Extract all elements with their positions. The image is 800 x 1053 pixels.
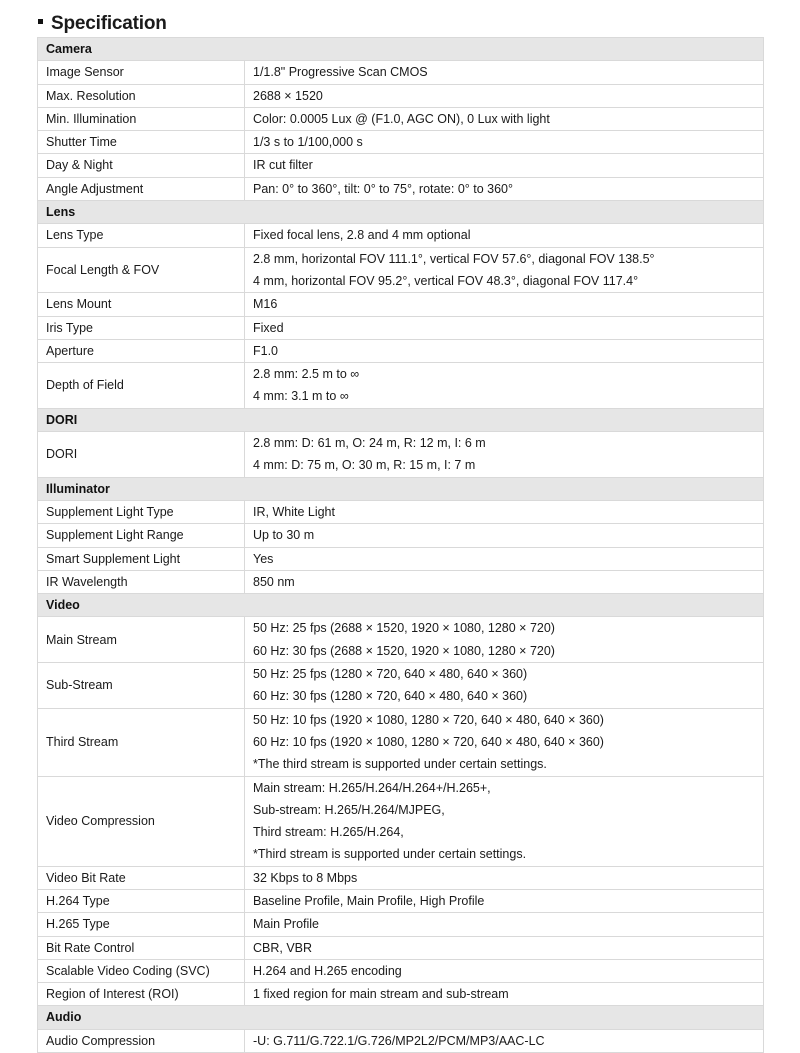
spec-value-line: 32 Kbps to 8 Mbps [253,870,358,885]
spec-label: Image Sensor [38,61,245,84]
spec-value-line: CBR, VBR [253,940,313,955]
table-row [38,131,764,154]
spec-label: Scalable Video Coding (SVC) [38,959,245,982]
spec-value-line: 50 Hz: 25 fps (1280 × 720, 640 × 480, 640 × 360) [253,667,528,682]
spec-value [245,959,764,982]
spec-value [245,61,764,84]
spec-label: Day & Night [38,154,245,177]
table-row [38,84,764,107]
spec-value-line: -U: G.711/G.722.1/G.726/MP2L2/PCM/MP3/AAC-LC [253,1033,545,1048]
section-header-camera [38,38,764,61]
table-row [38,293,764,316]
spec-value-line: 2.8 mm: D: 61 m, O: 24 m, R: 12 m, I: 6 m [253,436,486,451]
table-row [38,617,764,663]
spec-label: Focal Length & FOV [38,247,245,293]
table-row [38,224,764,247]
spec-label: Lens Mount [38,293,245,316]
spec-label: Region of Interest (ROI) [38,983,245,1006]
table-row [38,61,764,84]
spec-value [245,663,764,709]
spec-table [37,37,764,1053]
table-row [38,363,764,409]
section-header-dori [38,408,764,431]
spec-value [245,154,764,177]
spec-label: IR Wavelength [38,570,245,593]
title-bullet-icon [38,19,43,24]
spec-label: Lens Type [38,224,245,247]
spec-value [245,131,764,154]
spec-value [245,363,764,409]
section-title: Audio [38,1006,764,1029]
section-title: Lens [38,201,764,224]
spec-value-line: *The third stream is supported under certain settings. [253,757,547,772]
section-header-video [38,594,764,617]
section-title: DORI [38,408,764,431]
spec-value [245,432,764,478]
spec-value [245,547,764,570]
spec-value [245,339,764,362]
spec-value [245,913,764,936]
page-title [38,13,167,35]
spec-value [245,866,764,889]
spec-value [245,107,764,130]
spec-label: Bit Rate Control [38,936,245,959]
spec-value [245,293,764,316]
table-row [38,547,764,570]
spec-value-line: H.264 and H.265 encoding [253,963,402,978]
table-row [38,570,764,593]
table-row [38,500,764,523]
spec-label: DORI [38,432,245,478]
spec-value [245,617,764,663]
table-row [38,107,764,130]
spec-value [245,84,764,107]
spec-value [245,500,764,523]
spec-value-line: IR, White Light [253,504,335,519]
spec-value [245,1029,764,1052]
spec-value [245,936,764,959]
spec-value-line: Fixed [253,320,284,335]
section-header-audio [38,1006,764,1029]
spec-value-line: Sub-stream: H.265/H.264/MJPEG, [253,802,445,817]
spec-value-line: 60 Hz: 30 fps (2688 × 1520, 1920 × 1080, 1280 × 720) [253,643,555,658]
spec-value-line: 50 Hz: 10 fps (1920 × 1080, 1280 × 720, 640 × 480, 640 × 360) [253,712,604,727]
spec-value-line: Third stream: H.265/H.264, [253,825,404,840]
spec-value-line: 60 Hz: 30 fps (1280 × 720, 640 × 480, 640 × 360) [253,689,528,704]
table-row [38,432,764,478]
spec-label: Depth of Field [38,363,245,409]
spec-label: Aperture [38,339,245,362]
spec-value [245,247,764,293]
table-row [38,663,764,709]
spec-value-line: 2.8 mm, horizontal FOV 111.1°, vertical FOV 57.6°, diagonal FOV 138.5° [253,251,655,266]
spec-value-line: Main stream: H.265/H.264/H.264+/H.265+, [253,780,491,795]
table-row [38,247,764,293]
spec-label: Shutter Time [38,131,245,154]
spec-value-line: Fixed focal lens, 2.8 and 4 mm optional [253,228,471,243]
spec-value-line: 2688 × 1520 [253,88,323,103]
spec-label: Audio Compression [38,1029,245,1052]
section-title: Illuminator [38,477,764,500]
spec-value-line: Up to 30 m [253,528,315,543]
spec-value-line: 1/1.8" Progressive Scan CMOS [253,65,428,80]
section-title: Camera [38,38,764,61]
spec-table-body [38,38,764,1053]
spec-label: Video Bit Rate [38,866,245,889]
spec-value-line: IR cut filter [253,158,313,173]
spec-label: Video Compression [38,776,245,866]
spec-value [245,889,764,912]
spec-value-line: M16 [253,297,278,312]
spec-label: Supplement Light Type [38,500,245,523]
table-row [38,708,764,776]
table-row [38,983,764,1006]
spec-label: Max. Resolution [38,84,245,107]
spec-value-line: 850 nm [253,574,295,589]
spec-value-line: 2.8 mm: 2.5 m to ∞ [253,367,360,382]
table-row [38,889,764,912]
spec-value-line: 60 Hz: 10 fps (1920 × 1080, 1280 × 720, 640 × 480, 640 × 360) [253,734,604,749]
table-row [38,936,764,959]
section-header-lens [38,201,764,224]
table-row [38,866,764,889]
spec-label: Min. Illumination [38,107,245,130]
spec-label: Third Stream [38,708,245,776]
spec-value [245,570,764,593]
spec-label: Iris Type [38,316,245,339]
table-row [38,776,764,866]
table-row [38,316,764,339]
spec-value-line: 4 mm, horizontal FOV 95.2°, vertical FOV 48.3°, diagonal FOV 117.4° [253,273,639,288]
section-title: Video [38,594,764,617]
spec-value [245,708,764,776]
spec-value-line: 4 mm: 3.1 m to ∞ [253,389,349,404]
spec-value-line: 1/3 s to 1/100,000 s [253,135,363,150]
spec-value-line: Main Profile [253,917,319,932]
spec-label: Sub-Stream [38,663,245,709]
spec-value-line: Yes [253,551,274,566]
spec-value [245,983,764,1006]
spec-value-line: 1 fixed region for main stream and sub-stream [253,987,509,1002]
spec-label: Supplement Light Range [38,524,245,547]
spec-value [245,776,764,866]
section-header-illuminator [38,477,764,500]
table-row [38,524,764,547]
table-row [38,913,764,936]
table-row [38,177,764,200]
spec-label: H.264 Type [38,889,245,912]
spec-value [245,177,764,200]
spec-value-line: *Third stream is supported under certain settings. [253,847,527,862]
table-row [38,154,764,177]
table-row [38,1029,764,1052]
spec-label: H.265 Type [38,913,245,936]
spec-value-line: 50 Hz: 25 fps (2688 × 1520, 1920 × 1080, 1280 × 720) [253,621,555,636]
spec-value-line: Color: 0.0005 Lux @ (F1.0, AGC ON), 0 Lux with light [253,111,550,126]
spec-label: Main Stream [38,617,245,663]
spec-value [245,316,764,339]
spec-value-line: Baseline Profile, Main Profile, High Profile [253,893,485,908]
spec-value [245,224,764,247]
table-row [38,959,764,982]
spec-value-line: F1.0 [253,343,279,358]
spec-value [245,524,764,547]
spec-label: Smart Supplement Light [38,547,245,570]
table-row [38,339,764,362]
spec-label: Angle Adjustment [38,177,245,200]
spec-value-line: 4 mm: D: 75 m, O: 30 m, R: 15 m, I: 7 m [253,458,476,473]
page-title-text: Specification [51,13,167,34]
spec-value-line: Pan: 0° to 360°, tilt: 0° to 75°, rotate: 0° to 360° [253,181,514,196]
